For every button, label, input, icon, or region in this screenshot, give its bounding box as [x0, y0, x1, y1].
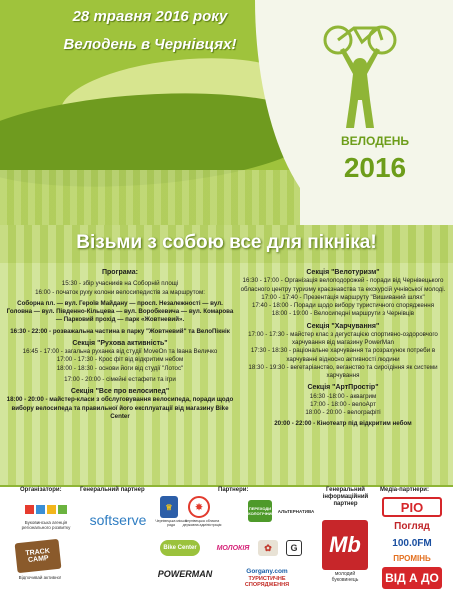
program-column-left	[6, 268, 234, 424]
molokiya-logo: МОЛОКІЯ	[212, 540, 254, 556]
partner-caption: Чернівецька обласна державна адміністрація	[182, 519, 222, 527]
lotus-icon: ✿	[258, 540, 278, 556]
section-item: 18:00 - 19:00 - Велосипедні маршрути з Чернівців	[271, 310, 415, 318]
logo-name: ВЕЛОДЕНЬ	[340, 134, 410, 148]
section-item: 18:30 - 19:30 - вегетаріанство, веганство та сироїдіння як системи харчування	[248, 363, 438, 380]
partners-label: Партнери:	[218, 487, 249, 493]
track-camp-logo: TRACK CAMP	[15, 539, 62, 573]
section-item: 17:00 - 20:00 - сімейні естафети та ігри	[64, 375, 176, 383]
eco-partner-logo: ПЕРЕХОДИ ЕКОЛОГІЧНИЙ	[248, 500, 272, 522]
section-item: 16:45 - 17:00 - загальна руханка від студії MoveOn та Івана Величко	[22, 348, 218, 356]
radio-100fm-logo: 100.0FM	[382, 536, 442, 550]
molodyi-bukovynets-logo: Мb	[322, 520, 368, 570]
gorgany-tagline: ТУРИСТИЧНЕ СПОРЯДЖЕННЯ	[234, 577, 300, 587]
program-heading: Програма:	[102, 269, 138, 276]
rio-logo: РІО	[382, 497, 442, 517]
event-date: 28 травня 2016 року	[72, 8, 228, 25]
section-title: Секція "Все про велосипед"	[70, 388, 170, 396]
section-item: 17:00 - 17:40 - Презентація маршруту "Вишиваний шлях"	[261, 293, 425, 301]
section-item: 17:40 - 18:00 - Поради щодо вибору туристичного спорядження	[251, 302, 435, 310]
program-item: 16:30 - 22:00 - розважальна частина в парку "Жовтневий" та ВелоПікнік	[10, 327, 230, 335]
section-item: 17:00 - 17:30 - майстер клас з дегустацією спортивно-оздоровчого харчування від магазину PowerMan	[248, 330, 438, 347]
section-item: 20:00 - 22:00 - Кінотеатр під відкритим небом	[274, 420, 412, 428]
gorgany-logo: Gorgany.com	[234, 566, 300, 576]
section-item: 17:00 - 17:30 - Крос фіт від відкритим небом	[56, 356, 184, 364]
program-item: 15:30 - збір учасників на Соборній площі	[61, 280, 179, 288]
section-item: 18:00 - 20:00 - велографіті	[305, 409, 381, 417]
promin-logo: ПРОМІНЬ	[382, 552, 442, 564]
info-partner-name: молодий буковинець	[331, 571, 359, 583]
info-partner-label: Генеральний інформаційний партнер	[322, 487, 369, 508]
program-item: 16:00 - початок руху колони велосипедистів за маршрутом:	[35, 288, 205, 296]
softserve-logo: softserve	[89, 512, 147, 528]
media-label: Медіа-партнери:	[380, 487, 429, 493]
program-column-right	[238, 268, 448, 432]
organizer-logo	[24, 500, 68, 518]
program-route: Соборна пл. — вул. Героїв Майдану — просп. Незалежності — вул. Головна — вул. Південно-Кільцева — вул. Воробкевича — вул. Комарова — Парковий прохід — парк «Жовтневий».	[6, 299, 234, 324]
partner-caption: Чернівецька міська рада	[155, 519, 187, 527]
region-emblem-icon: ✸	[188, 496, 210, 518]
section-title: Секція "Рухова активність"	[72, 339, 168, 347]
pohliad-logo: Погляд	[382, 519, 442, 533]
bike-center-logo: Bike Center	[160, 540, 200, 556]
organizer-label: Організатори:	[20, 487, 62, 493]
track-camp-subtitle: Відпочивай активно!	[18, 575, 62, 580]
section-title: Секція "АртПростір"	[307, 384, 379, 392]
section-item: 17:00 - 18:00 - велоАрт	[310, 400, 376, 408]
powerman-logo: POWERMAN	[158, 565, 212, 583]
section-item: 18:00 - 18:30 - основи йоги від студії "Лотос"	[56, 364, 184, 372]
g-logo: G	[286, 540, 302, 556]
section-item: 17:30 - 18:30 - раціональне харчування та розрахунок потреби в харчуванні відносно активності людини	[250, 347, 436, 363]
section-title: Секція "Велотуризм"	[306, 269, 380, 276]
alternative-logo: АЛЬТЕРНАТИВА	[278, 500, 314, 522]
logo-year: 2016	[343, 152, 407, 183]
general-partner-label: Генеральний партнер	[80, 487, 145, 493]
slogan: Візьми з собою все для пікніка!	[76, 232, 377, 253]
section-title: Секція "Харчування"	[306, 322, 380, 330]
decorative-stripes	[0, 170, 300, 225]
organizer-name: Буковинська агенція регіонального розвитку	[21, 520, 71, 530]
city-coat-of-arms-icon: ♕	[160, 496, 178, 518]
cyclist-raising-bike-icon	[320, 20, 400, 130]
vid-a-do-logo: ВІД А ДО	[382, 567, 442, 589]
section-item: 18:00 - 20:00 - майстер-класи з обслуговування велосипеда, поради щодо вибору велосипеда та правильної його експлуатації від магазину Bike Center	[6, 396, 234, 420]
section-item: 16:30 -18:00 - аквагрим	[309, 392, 377, 400]
event-title: Велодень в Чернівцях!	[63, 36, 237, 53]
section-item: 16:30 - 17:00 - Організація велоподорожей - поради від Чернівецького обласного центру туризму краєзнавства та екскурсій учнівської молоді.	[240, 277, 446, 293]
